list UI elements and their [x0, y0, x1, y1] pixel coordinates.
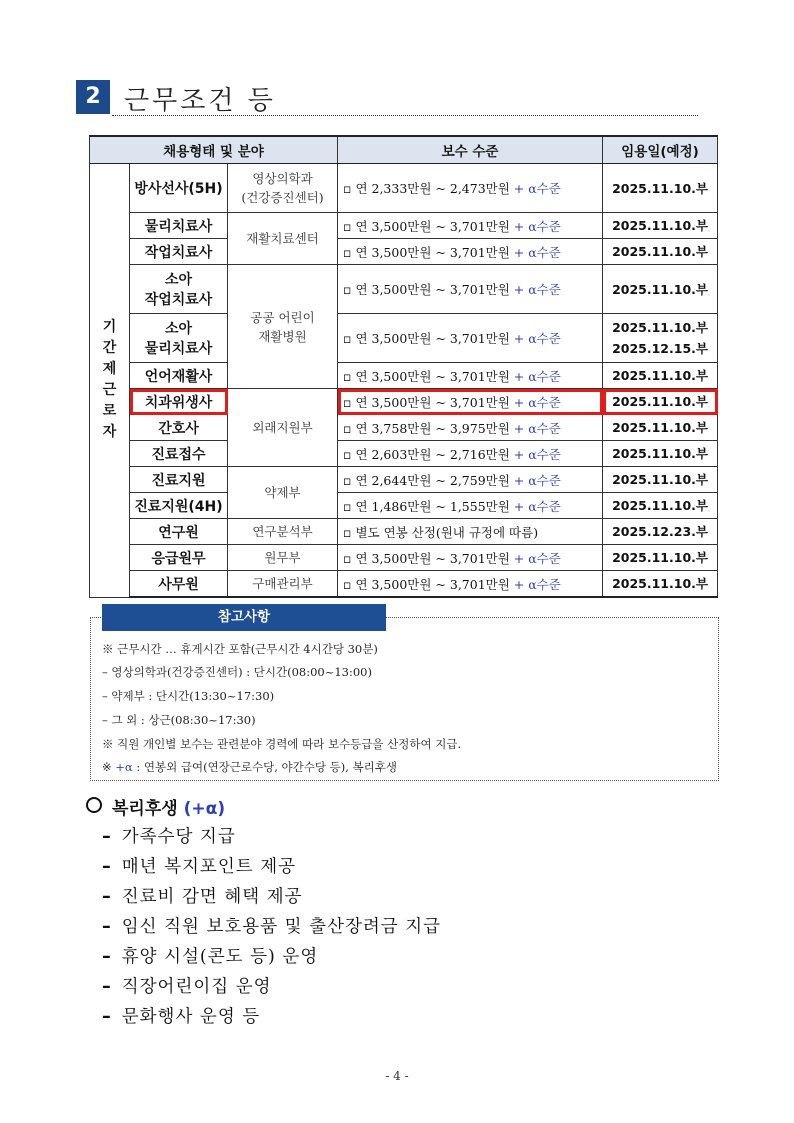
start-date: 2025.11.10.부	[603, 213, 718, 239]
department: 연구분석부	[228, 519, 338, 545]
salary-cell: ▫ 연 2,333만원 ~ 2,473만원 + α수준	[338, 164, 603, 213]
salary-cell: ▫ 연 3,500만원 ~ 3,701만원 + α수준	[338, 213, 603, 239]
job-title: 진료지원	[130, 467, 228, 493]
recruitment-table	[89, 135, 718, 598]
job-title: 진료접수	[130, 441, 228, 467]
department: 구매관리부	[228, 571, 338, 598]
salary-cell: ▫ 연 3,758만원 ~ 3,975만원 + α수준	[338, 415, 603, 441]
department: 외래지원부	[228, 389, 338, 467]
start-date: 2025.11.10.부	[603, 545, 718, 571]
job-title: 소아 물리치료사	[130, 314, 228, 363]
heading-dotted-rule	[112, 115, 698, 116]
benefit-item: – 임신 직원 보호용품 및 출산장려금 지급	[102, 917, 442, 937]
salary-cell: ▫ 연 2,644만원 ~ 2,759만원 + α수준	[338, 467, 603, 493]
job-title-highlighted: 치과위생사	[130, 389, 228, 415]
benefits-title: 복리후생 (+α)	[86, 794, 225, 819]
salary-cell: ▫ 연 1,486만원 ~ 1,555만원 + α수준	[338, 493, 603, 519]
job-title: 연구원	[130, 519, 228, 545]
job-title: 언어재활사	[130, 363, 228, 389]
start-date: 2025.12.23.부	[603, 519, 718, 545]
job-title: 작업치료사	[130, 239, 228, 265]
department: 원무부	[228, 545, 338, 571]
department: 영상의학과 (건강증진센터)	[228, 164, 338, 213]
start-date: 2025.11.10.부	[603, 265, 718, 314]
reference-line: ※ 직원 개인별 보수는 관련분야 경력에 따라 보수등급을 산정하여 지급.	[102, 737, 462, 751]
job-title: 응급원무	[130, 545, 228, 571]
header-start-date: 임용일(예정)	[603, 136, 718, 164]
benefit-item: – 문화행사 운영 등	[102, 1007, 261, 1027]
start-date: 2025.11.10.부	[603, 441, 718, 467]
reference-title: 참고사항	[102, 604, 386, 631]
salary-cell: ▫ 별도 연봉 산정(원내 규정에 따름)	[338, 519, 603, 545]
reference-line: ※ 근무시간 … 휴게시간 포함(근무시간 4시간당 30분)	[102, 642, 378, 656]
start-date: 2025.11.10.부	[603, 467, 718, 493]
salary-cell: ▫ 연 2,603만원 ~ 2,716만원 + α수준	[338, 441, 603, 467]
salary-cell: ▫ 연 3,500만원 ~ 3,701만원 + α수준	[338, 239, 603, 265]
reference-line: – 그 외 : 상근(08:30~17:30)	[102, 713, 256, 727]
reference-line: ※ +α : 연봉외 급여(연장근로수당, 야간수당 등), 복리후생	[102, 760, 397, 774]
start-date-highlighted: 2025.11.10.부	[603, 389, 718, 415]
department: 재활치료센터	[228, 213, 338, 265]
benefit-item: – 직장어린이집 운영	[102, 977, 272, 997]
circle-bullet-icon	[86, 797, 102, 813]
header-position: 채용형태 및 분야	[90, 136, 338, 164]
header-salary: 보수 수준	[338, 136, 603, 164]
benefit-item: – 진료비 감면 혜택 제공	[102, 887, 303, 907]
reference-line: – 약제부 : 단시간(13:30~17:30)	[102, 689, 275, 703]
page-number: - 4 -	[385, 1069, 409, 1083]
salary-cell: ▫ 연 3,500만원 ~ 3,701만원 + α수준	[338, 314, 603, 363]
reference-line: – 영상의학과(건강증진센터) : 단시간(08:00~13:00)	[102, 665, 372, 679]
section-heading	[76, 78, 698, 116]
salary-cell: ▫ 연 3,500만원 ~ 3,701만원 + α수준	[338, 545, 603, 571]
start-date: 2025.11.10.부	[603, 415, 718, 441]
start-date: 2025.11.10.부	[603, 493, 718, 519]
start-date: 2025.11.10.부	[603, 363, 718, 389]
section-title: 근무조건 등	[124, 86, 276, 116]
start-date: 2025.11.10.부	[603, 239, 718, 265]
job-title: 사무원	[130, 571, 228, 598]
benefit-item: – 매년 복지포인트 제공	[102, 857, 297, 877]
salary-cell: ▫ 연 3,500만원 ~ 3,701만원 + α수준	[338, 265, 603, 314]
section-number: 2	[76, 80, 110, 114]
salary-cell: ▫ 연 3,500만원 ~ 3,701만원 + α수준	[338, 363, 603, 389]
start-date: 2025.11.10.부 2025.12.15.부	[603, 314, 718, 363]
salary-cell-highlighted: ▫ 연 3,500만원 ~ 3,701만원 + α수준	[338, 389, 603, 415]
department: 약제부	[228, 467, 338, 519]
start-date: 2025.11.10.부	[603, 571, 718, 598]
salary-cell: ▫ 연 3,500만원 ~ 3,701만원 + α수준	[338, 571, 603, 598]
benefit-item: – 휴양 시설(콘도 등) 운영	[102, 947, 319, 967]
benefit-item: – 가족수당 지급	[102, 827, 236, 847]
job-title: 간호사	[130, 415, 228, 441]
job-title: 물리치료사	[130, 213, 228, 239]
department: 공공 어린이 재활병원	[228, 265, 338, 389]
start-date: 2025.11.10.부	[603, 164, 718, 213]
employment-type-cell: 기 간 제 근 로 자	[90, 164, 130, 598]
job-title: 진료지원(4H)	[130, 493, 228, 519]
job-title: 방사선사(5H)	[130, 164, 228, 213]
job-title: 소아 작업치료사	[130, 265, 228, 314]
